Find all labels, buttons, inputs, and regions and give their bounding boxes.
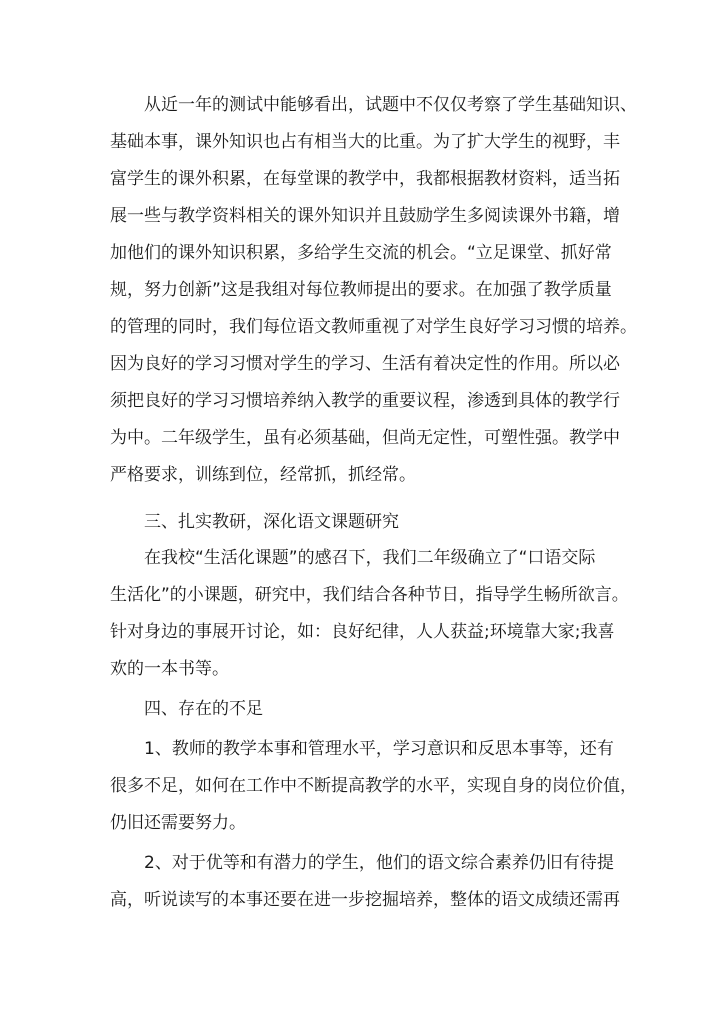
paragraph-line: 规，努力创新”这是我组对每位教师提出的要求。在加强了教学质量	[110, 280, 612, 300]
paragraph-line: 针对身边的事展开讨论，如：良好纪律，人人获益;环境靠大家;我喜	[110, 622, 615, 642]
paragraph-line: 2、对于优等和有潜力的学生，他们的语文综合素养仍旧有待提	[144, 853, 614, 873]
paragraph-line: 欢的一本书等。	[110, 659, 229, 679]
paragraph-line: 富学生的课外积累，在每堂课的教学中，我都根据教材资料，适当拓	[110, 169, 620, 189]
paragraph-line: 严格要求，训练到位，经常抓，抓经常。	[110, 465, 416, 485]
section-heading: 四、存在的不足	[144, 699, 263, 719]
paragraph-line: 从近一年的测试中能够看出，试题中不仅仅考察了学生基础知识、	[144, 95, 637, 115]
paragraph-line: 很多不足，如何在工作中不断提高教学的水平，实现自身的岗位价值，	[110, 776, 637, 796]
paragraph-line: 基础本事，课外知识也占有相当大的比重。为了扩大学生的视野，丰	[110, 132, 620, 152]
paragraph-line: 生活化”的小课题，研究中，我们结合各种节日，指导学生畅所欲言。	[110, 585, 629, 605]
paragraph-line: 因为良好的学习习惯对学生的学习、生活有着决定性的作用。所以必	[110, 354, 620, 374]
paragraph-line: 高，听说读写的本事还要在进一步挖掘培养，整体的语文成绩还需再	[110, 890, 620, 910]
paragraph-line: 1、教师的教学本事和管理水平，学习意识和反思本事等，还有	[144, 739, 614, 759]
paragraph-line: 的管理的同时，我们每位语文教师重视了对学生良好学习习惯的培养。	[110, 317, 637, 337]
paragraph-line: 仍旧还需要努力。	[110, 813, 246, 833]
paragraph-line: 在我校“生活化课题”的感召下，我们二年级确立了“口语交际	[144, 548, 596, 568]
paragraph-line: 加他们的课外知识积累，多给学生交流的机会。“立足课堂、抓好常	[110, 243, 612, 263]
paragraph-line: 为中。二年级学生，虽有必须基础，但尚无定性，可塑性强。教学中	[110, 428, 620, 448]
paragraph-line: 展一些与教学资料相关的课外知识并且鼓励学生多阅读课外书籍，增	[110, 206, 620, 226]
section-heading: 三、扎实教研，深化语文课题研究	[144, 512, 399, 532]
paragraph-line: 须把良好的学习习惯培养纳入教学的重要议程，渗透到具体的教学行	[110, 391, 620, 411]
